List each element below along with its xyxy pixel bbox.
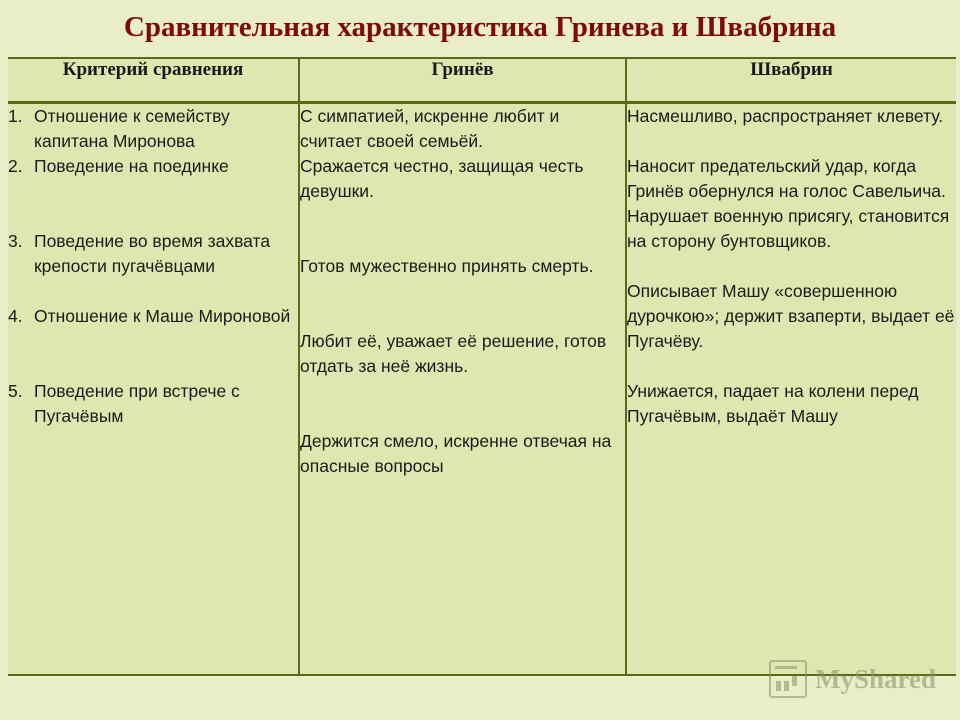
list-item <box>8 304 298 329</box>
spacer <box>627 254 956 279</box>
spacer <box>627 354 956 379</box>
spacer <box>300 379 625 429</box>
list-item-number: 3. <box>8 231 23 251</box>
grinev-entry-3: Готов мужественно принять смерть. <box>300 256 594 276</box>
comparison-table <box>8 57 956 676</box>
grinev-entry-4: Любит её, уважает её решение, готов отдать за неё жизнь. <box>300 331 607 376</box>
list-item-number: 5. <box>8 381 23 401</box>
list-item-label: Поведение на поединке <box>34 156 229 176</box>
spacer <box>300 279 625 329</box>
list-item-number: 1. <box>8 106 23 126</box>
page-title: Сравнительная характеристика Гринева и Швабрина <box>123 11 837 43</box>
list-item <box>8 379 298 429</box>
list-item-number: 4. <box>8 306 23 326</box>
table-row <box>8 103 956 676</box>
list-item-number: 2. <box>8 156 23 176</box>
cell-shvabrin <box>626 103 956 676</box>
cell-criteria <box>8 103 299 676</box>
table-body <box>8 103 956 676</box>
shvabrin-entry-4: Описывает Машу «совершенною дурочкою»; держит взаперти, выдает её Пугачёву. <box>627 281 955 351</box>
cell-grinev <box>299 103 626 676</box>
column-header-shvabrin: Швабрин <box>626 58 956 103</box>
list-item <box>8 154 298 179</box>
column-header-criteria: Критерий сравнения <box>8 58 299 103</box>
grinev-entry-2: Сражается честно, защищая честь девушки. <box>300 156 584 201</box>
spacer <box>8 329 298 379</box>
grinev-entry-5: Держится смело, искренне отвечая на опасные вопросы <box>300 431 612 476</box>
criteria-list <box>8 104 298 429</box>
table-header-row <box>8 58 956 103</box>
list-item <box>8 229 298 279</box>
shvabrin-entry-3: Нарушает военную присягу, становится на сторону бунтовщиков. <box>627 206 950 251</box>
list-item-label: Поведение при встрече с Пугачёвым <box>34 381 240 426</box>
comparison-table-wrapper <box>8 57 955 712</box>
column-header-grinev: Гринёв <box>299 58 626 103</box>
shvabrin-entry-2: Наносит предательский удар, когда Гринёв обернулся на голос Савельича. <box>627 156 946 201</box>
list-item-label: Отношение к Маше Мироновой <box>34 306 291 326</box>
watermark-label: MyShared <box>814 663 936 694</box>
list-item-label: Поведение во время захвата крепости пугачёвцами <box>34 231 271 276</box>
shvabrin-entry-5: Унижается, падает на колени перед Пугачёвым, выдаёт Машу <box>627 381 919 426</box>
table-header <box>8 58 956 103</box>
list-item-label: Отношение к семейству капитана Миронова <box>34 106 230 151</box>
spacer <box>300 204 625 254</box>
spacer <box>8 279 298 304</box>
spacer <box>8 179 298 229</box>
title-bar <box>0 0 960 55</box>
spacer <box>627 129 956 154</box>
shvabrin-entry-1: Насмешливо, распространяет клевету. <box>627 106 944 126</box>
list-item <box>8 104 298 154</box>
grinev-entry-1: С симпатией, искренне любит и считает своей семьёй. <box>300 106 560 151</box>
